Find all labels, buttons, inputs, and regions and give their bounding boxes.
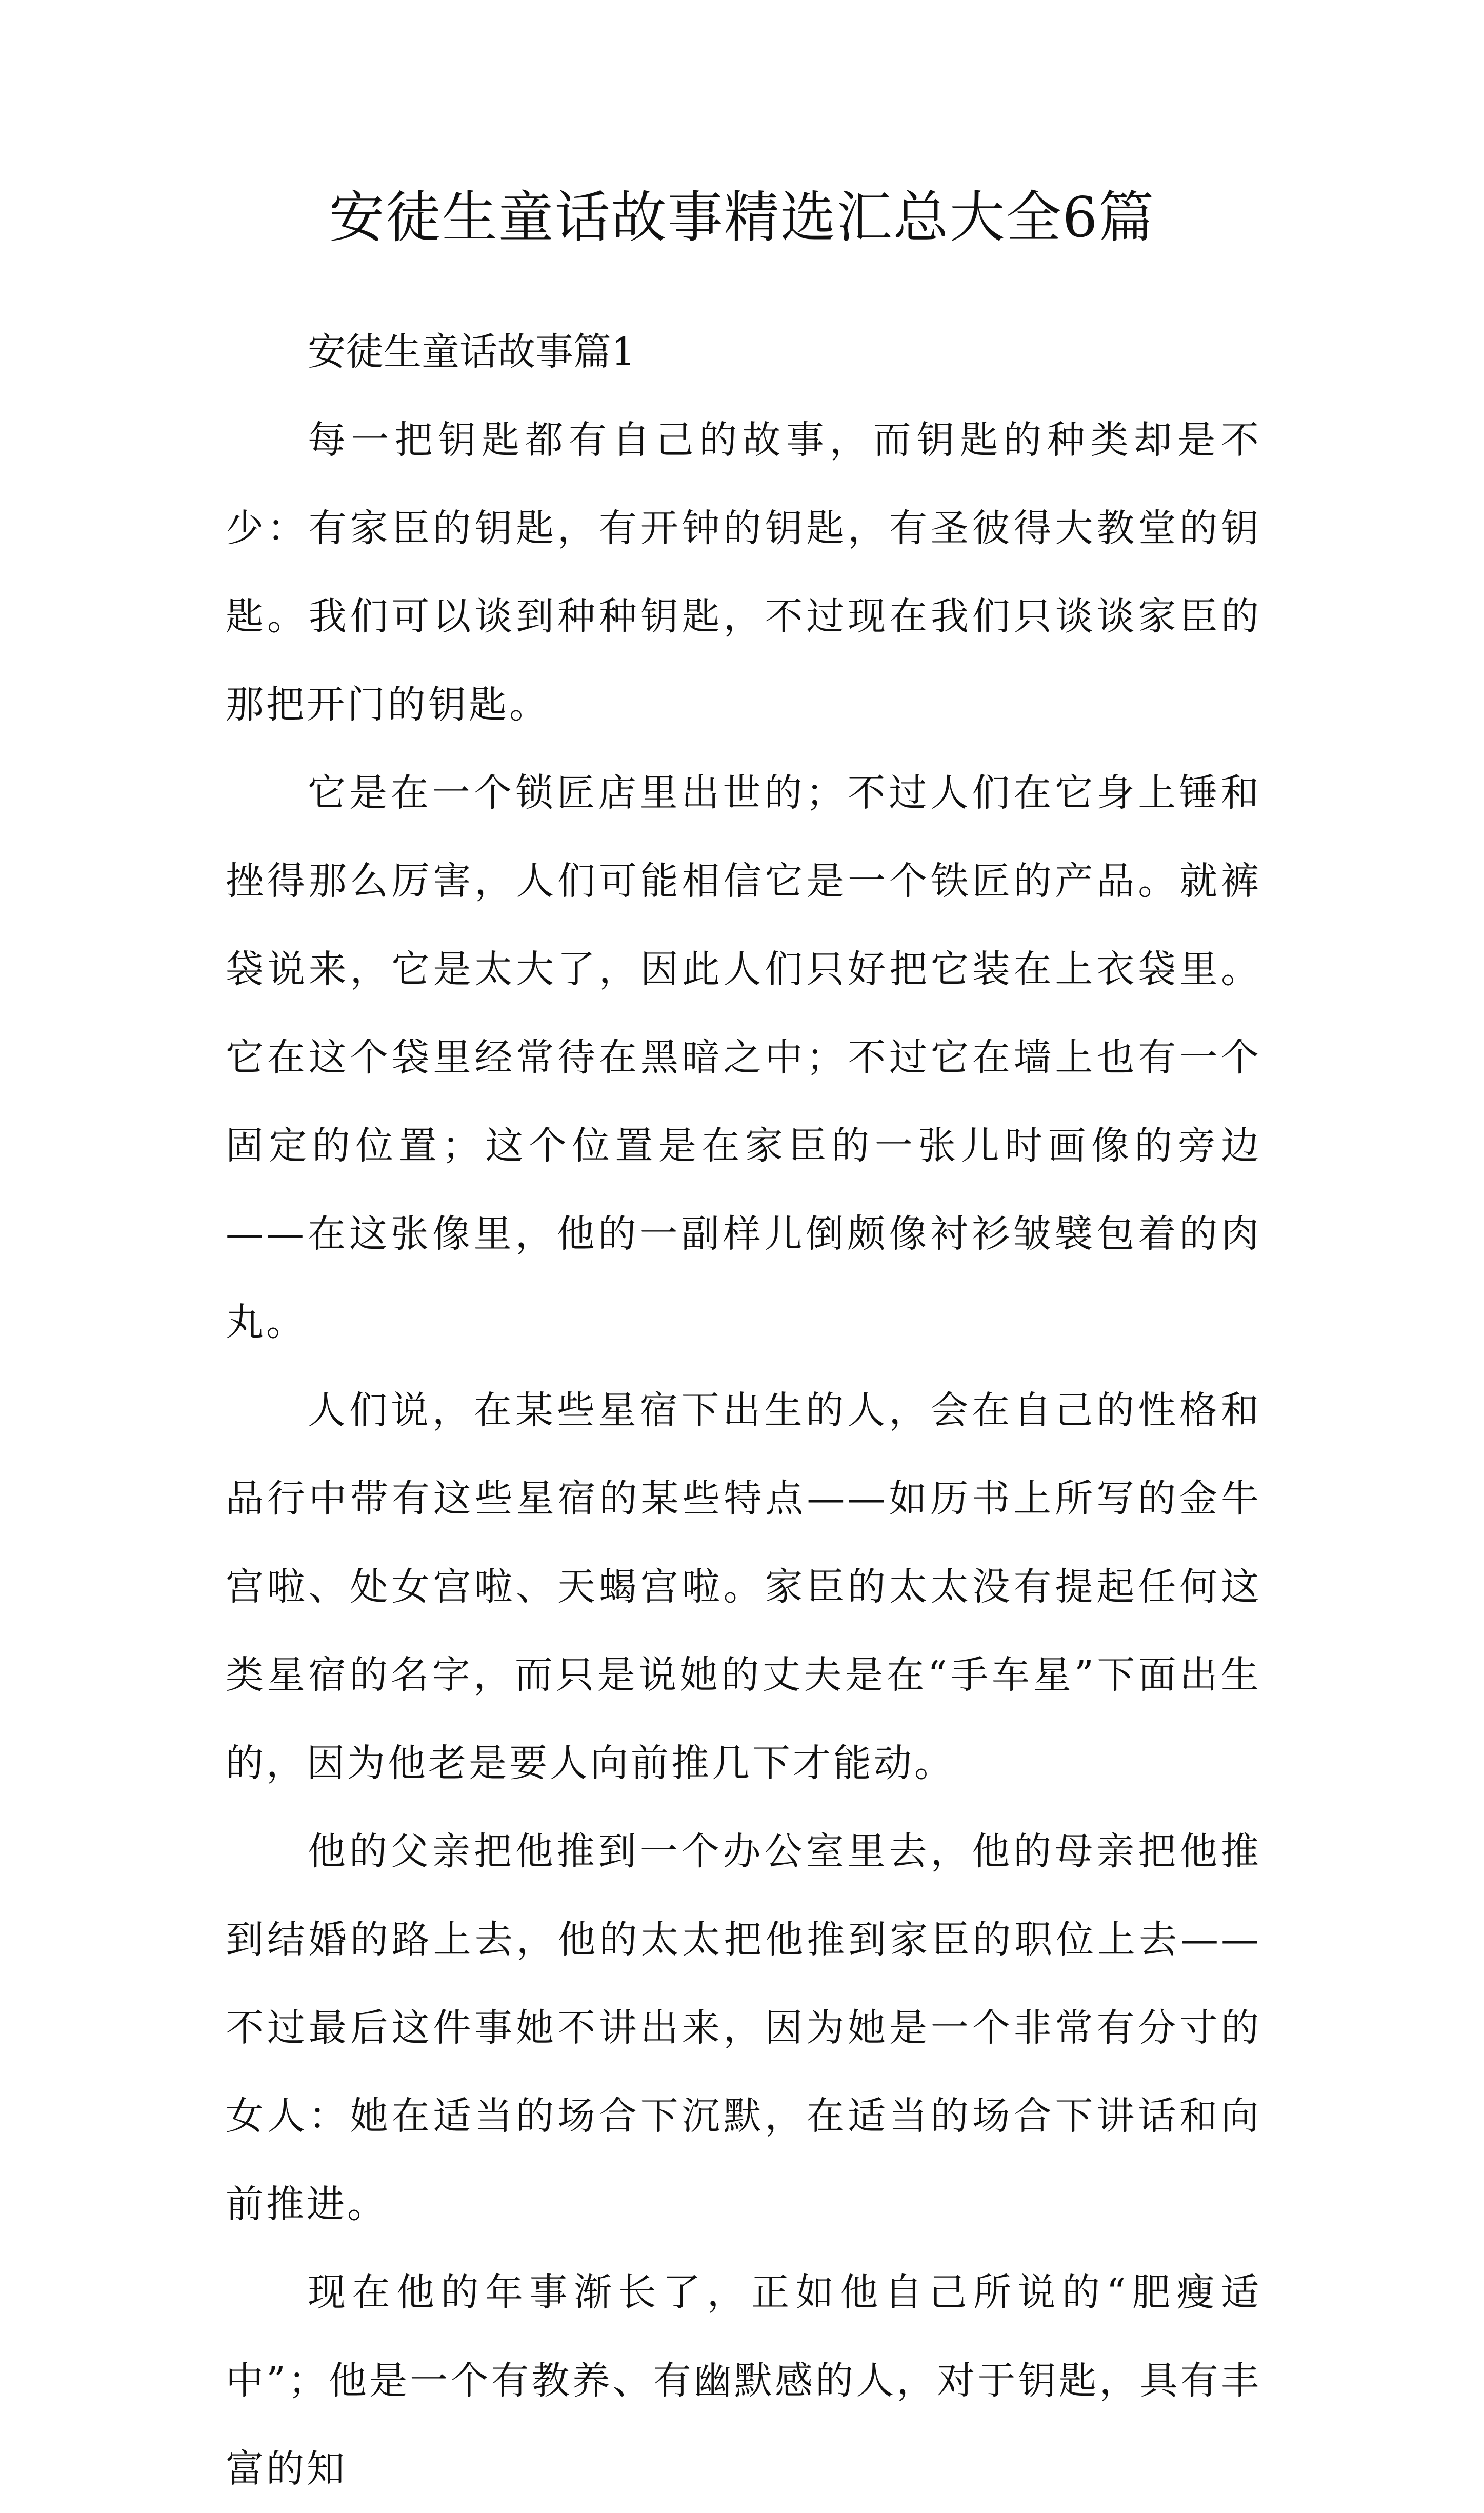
document-title: 安徒生童话故事精选汇总大全6篇: [329, 186, 1155, 250]
paragraph-4: 他的父亲把他推到一个办公室里去，他的母亲把他推到结婚的路上去，他的太太把他推到家臣的职位上去——不过最后这件事她不讲出来，因为她是一个非常有分寸的女人：她在适当的场合下沉默，在适当的场合下讲话和向前推进。: [226, 1829, 1261, 2226]
paragraph-3: 人们说，在某些星宿下出生的人，会在自己的性格和品行中带有这些星宿的某些特点——如历书上所写的金牛宫啦、处女宫啦、天蝎宫啦。家臣的太太没有提起任何这类星宿的名字，而只是说她的丈夫是在“手车星”下面出生的，因为他老是要人向前推几下才能动。: [226, 1388, 1261, 1785]
paragraph-1: 每一把钥匙都有自己的故事，而钥匙的种类却是不少：有家臣的钥匙，有开钟的钥匙，有圣彼得大教堂的钥匙。我们可以谈到种种钥匙，不过现在我们只谈谈家臣的那把开门的钥匙。: [226, 418, 1261, 727]
paragraph-5: 现在他的年事渐长了，正如他自己所说的“肥瘦适中”；他是一个有教养、有幽默感的人，对于钥匙，具有丰富的知: [226, 2270, 1261, 2491]
document-body: [226, 308, 1261, 2513]
section-heading: 安徒生童话故事篇1: [308, 330, 636, 374]
paragraph-2: 它是在一个锁匠店里出世的；不过人们在它身上锤和挫得那么厉害，人们可能相信它是一个铁匠的产品。就裤袋说来，它是太大了，因此人们只好把它装在上衣袋里。它在这个袋里经常待在黑暗之中；不过它在墙上也有一个固定的位置；这个位置是在家臣的一张儿时画像的旁边——在这张像里，他的一副样儿倒颇像衬衫皱襞包着的肉丸。: [226, 771, 1261, 1344]
